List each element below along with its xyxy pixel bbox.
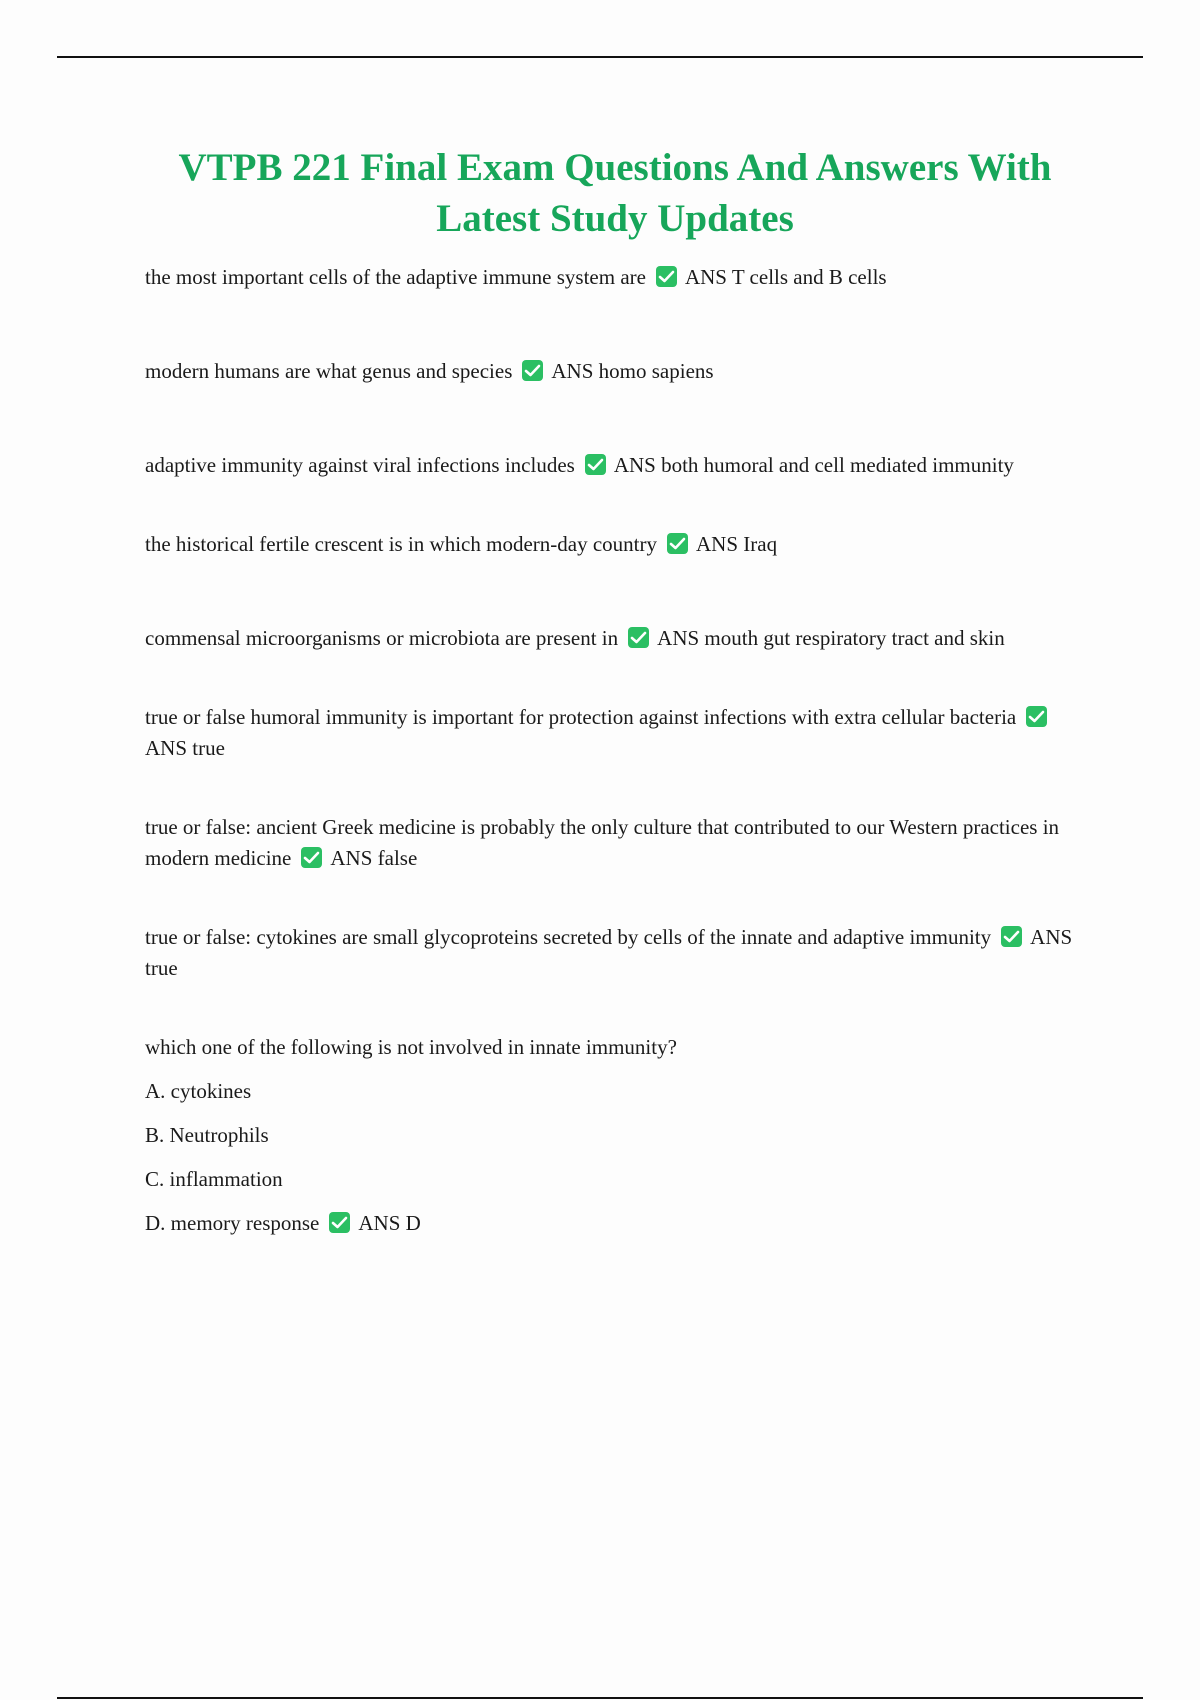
mc-option: A. cytokines — [145, 1079, 252, 1103]
qa-item — [145, 450, 1090, 481]
question-text: true or false: cytokines are small glycoproteins secreted by cells of the innate and adaptive immunity — [145, 925, 992, 949]
qa-item — [145, 356, 1090, 387]
answer-text: ANS true — [145, 736, 225, 760]
check-box-icon — [1026, 706, 1047, 727]
question-text: true or false: ancient Greek medicine is probably the only culture that contributed to our Western practices in modern medicine — [145, 815, 1060, 870]
document-title: VTPB 221 Final Exam Questions And Answers With Latest Study Updates — [178, 146, 1052, 240]
check-box-icon — [585, 454, 606, 475]
answer-text: ANS homo sapiens — [551, 359, 714, 383]
answer-text: ANS both humoral and cell mediated immunity — [613, 453, 1014, 477]
answer-text: ANS D — [358, 1211, 421, 1235]
question-text: true or false humoral immunity is important for protection against infections with extra cellular bacteria — [145, 705, 1017, 729]
qa-list — [145, 262, 1090, 1252]
answer-text: ANS Iraq — [696, 532, 778, 556]
question-text: the most important cells of the adaptive immune system are — [145, 265, 646, 289]
mc-question-text: which one of the following is not involved in innate immunity? — [145, 1035, 677, 1059]
multiple-choice-item — [145, 1032, 1090, 1239]
qa-item — [145, 922, 1090, 984]
answer-text: ANS true — [145, 925, 1073, 980]
mc-option: D. memory response — [145, 1211, 320, 1235]
qa-item — [145, 702, 1090, 764]
bottom-rule — [57, 1697, 1143, 1699]
qa-item — [145, 812, 1090, 874]
check-box-icon — [628, 627, 649, 648]
qa-item — [145, 529, 1090, 560]
answer-text: ANS mouth gut respiratory tract and skin — [657, 626, 1005, 650]
top-rule — [57, 56, 1143, 58]
question-text: the historical fertile crescent is in which modern-day country — [145, 532, 657, 556]
check-box-icon — [301, 847, 322, 868]
check-box-icon — [329, 1212, 350, 1233]
question-text: adaptive immunity against viral infections includes — [145, 453, 575, 477]
mc-option-with-answer — [145, 1208, 1090, 1239]
answer-text: ANS false — [330, 846, 418, 870]
qa-item — [145, 623, 1090, 654]
mc-option: B. Neutrophils — [145, 1123, 269, 1147]
mc-option: C. inflammation — [145, 1167, 283, 1191]
question-text: commensal microorganisms or microbiota are present in — [145, 626, 619, 650]
question-text: modern humans are what genus and species — [145, 359, 513, 383]
check-box-icon — [667, 533, 688, 554]
check-box-icon — [656, 266, 677, 287]
answer-text: ANS T cells and B cells — [684, 265, 887, 289]
check-box-icon — [1001, 926, 1022, 947]
check-box-icon — [522, 360, 543, 381]
qa-item — [145, 262, 1090, 293]
